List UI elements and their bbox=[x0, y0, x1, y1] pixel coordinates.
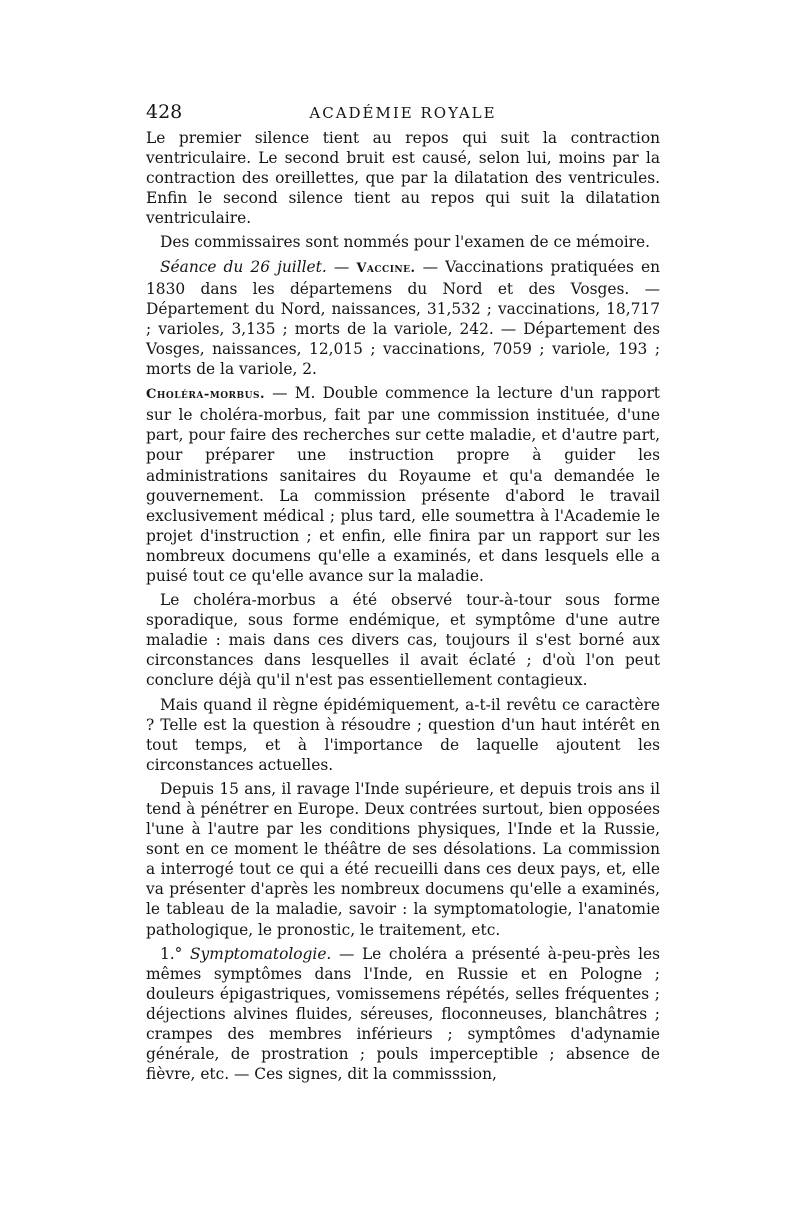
body-text bbox=[146, 128, 660, 1088]
session-date: Séance du 26 juillet. bbox=[160, 257, 327, 276]
section-number: 1.° bbox=[160, 944, 190, 963]
section-heading-vaccine: Vaccine. bbox=[356, 260, 416, 276]
running-head: ACADÉMIE ROYALE bbox=[309, 104, 497, 122]
paragraph-bruits-du-coeur: Le premier silence tient au repos qui suit la contraction ventriculaire. Le second bruit est causé, selon lui, moins par la contraction des oreillettes, que par la dilatation des ventricules. Enfin le second silence tient au repos qui suit la dilatation ventriculaire. bbox=[146, 129, 660, 228]
page-header bbox=[146, 100, 660, 124]
symptomatologie-text: — Le choléra a présenté à-peu-près les mêmes symptômes dans l'Inde, en Russie et en Pologne ; douleurs épigastriques, vomissemens répétés, selles fréquentes ; déjections alvines fluides, séreuses, floconneuses, blanchâtres ; crampes des membres inférieurs ; symptômes d'adynamie générale, de prostration ; pouls imperceptible ; absence de fièvre, etc. — Ces signes, dit la commisssion, bbox=[146, 944, 660, 1084]
cholera-rapport-text: — M. Double commence la lecture d'un rapport sur le choléra-morbus, fait par une commission instituée, d'une part, pour faire des recherches sur cette maladie, et d'autre part, pour préparer une instruction propre à guider les administrations sanitaires du Royaume et qu'a demandée le gouvernement. La commission présente d'abord le travail exclusivement médical ; plus tard, elle soumettra à l'Academie le projet d'instruction ; et enfin, elle finira par un rapport sur les nombreux documens qu'elle a examinés, et dans lesquels elle a puisé tout ce qu'elle avance sur la maladie. bbox=[146, 384, 660, 585]
paragraph-sporadique: Le choléra-morbus a été observé tour-à-tour sous forme sporadique, sous forme endémique, et symptôme d'une autre maladie : mais dans ces divers cas, toujours il s'est borné aux circonstances dans lesquelles il avait éclaté ; d'où l'on peut conclure déjà qu'il n'est pas essentiellement contagieux. bbox=[146, 591, 660, 690]
section-heading-cholera: Choléra-morbus. bbox=[146, 387, 265, 403]
paragraph-commissaires: Des commissaires sont nommés pour l'examen de ce mémoire. bbox=[160, 233, 651, 252]
section-heading-symptomatologie: Symptomatologie. bbox=[190, 944, 332, 963]
paragraph-epidemie: Mais quand il règne épidémiquement, a-t-il revêtu ce caractère ? Telle est la question à résoudre ; question d'un haut intérêt en tout temps, et à l'importance de laquelle ajoutent les circonstances actuelles. bbox=[146, 695, 660, 774]
vaccine-text: — Vaccinations pratiquées en 1830 dans les départemens du Nord et des Vosges. — Département du Nord, naissances, 31,532 ; vaccinations, 18,717 ; varioles, 3,135 ; morts de la variole, 242. — Département des Vosges, naissances, 12,015 ; vaccinations, 7059 ; variole, 193 ; morts de la variole, 2. bbox=[146, 257, 660, 379]
paragraph-vaccine bbox=[146, 257, 660, 380]
session-dash: — bbox=[326, 257, 357, 276]
paragraph-cholera-rapport bbox=[146, 383, 660, 586]
paragraph-inde-russie: Depuis 15 ans, il ravage l'Inde supérieure, et depuis trois ans il tend à pénétrer en Europe. Deux contrées surtout, bien opposées l'une à l'autre par les conditions physiques, l'Inde et la Russie, sont en ce moment le théâtre de ses désolations. La commission a interrogé tout ce qui a été recueilli dans ces deux pays, et, elle va présenter d'après les nombreux documens qu'elle a examinés, le tableau de la maladie, savoir : la symptomatologie, l'anatomie pathologique, le pronostic, le traitement, etc. bbox=[146, 779, 660, 939]
page-number: 428 bbox=[146, 101, 183, 123]
paragraph-symptomatologie bbox=[146, 944, 660, 1085]
